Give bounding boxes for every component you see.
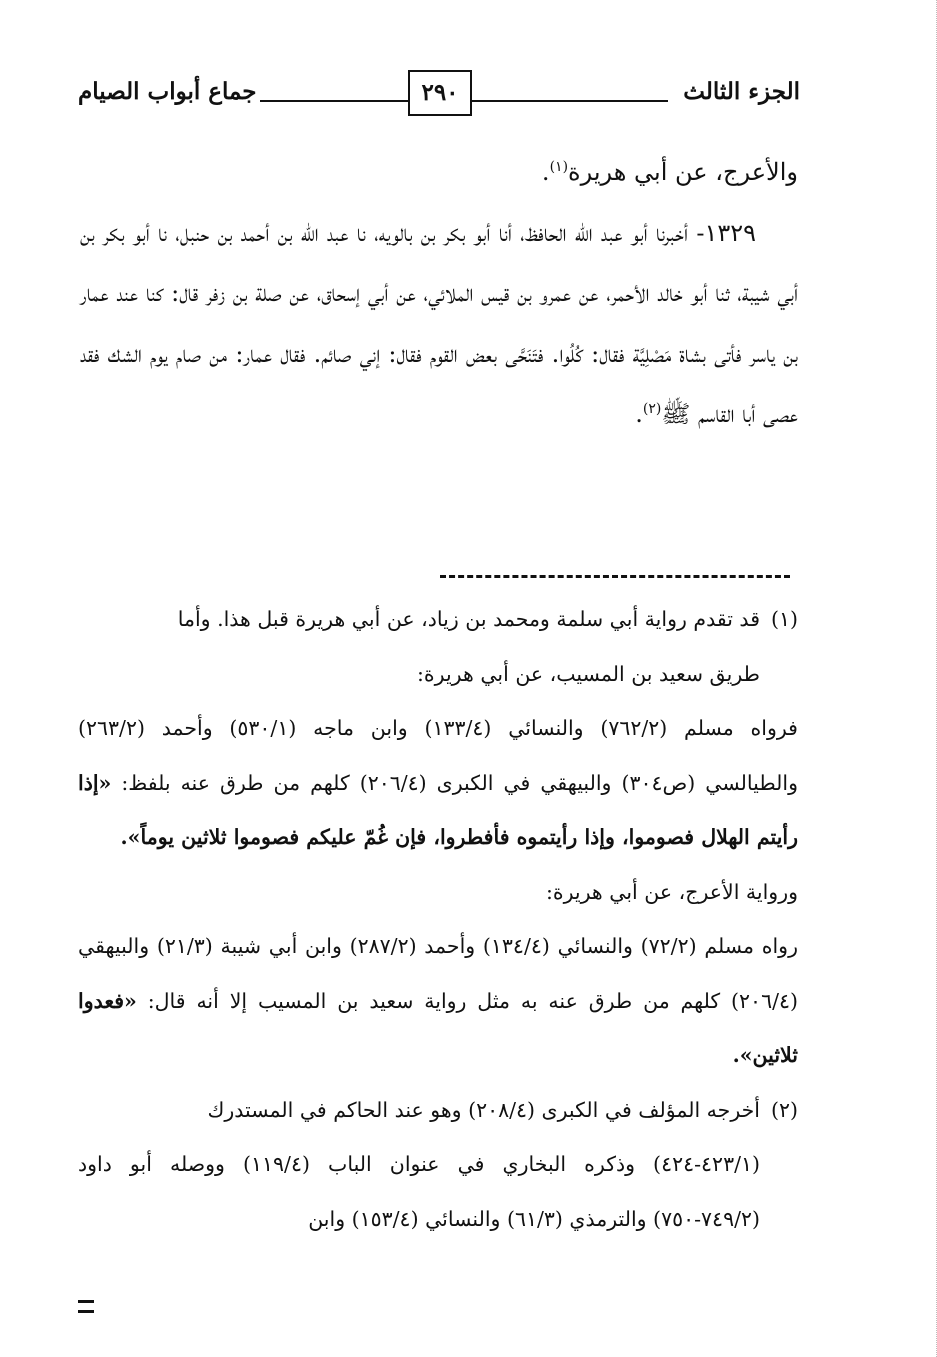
- footnote-1-block-1: [78, 701, 798, 865]
- footnote-2: [78, 1083, 798, 1247]
- footnote-divider: [440, 575, 790, 578]
- continued-text: والأعرج، عن أبي هريرة: [568, 158, 798, 186]
- continued-line: والأعرج، عن أبي هريرة$^{(١)}$.: [541, 158, 798, 186]
- volume-label: الجزء الثالث: [683, 78, 800, 105]
- header-rule-left: [260, 100, 408, 102]
- footnote-1-lead: قد تقدم رواية أبي سلمة ومحمد بن زياد، عن أبي هريرة قبل هذا. وأما: [177, 607, 760, 631]
- footnote-1-line-2: طريق سعيد بن المسيب، عن أبي هريرة:: [417, 661, 760, 686]
- footnote-1-quote-1: «إذا رأيتم الهلال فصوموا، وإذا رأيتموه فأفطروا، فإن غُمّ عليكم فصوموا ثلاثين يوماً».: [78, 770, 798, 849]
- note-ref-2[interactable]: (٢): [642, 401, 662, 417]
- running-header: [70, 70, 800, 120]
- header-rule-right: [470, 100, 668, 102]
- hadith-1329: [80, 203, 798, 445]
- scan-edge: [926, 0, 937, 1357]
- footnote-1-quote-2: «فعدوا ثلاثين».: [78, 988, 798, 1067]
- note-ref-1[interactable]: (١): [549, 159, 569, 175]
- footnote-1: [78, 592, 798, 1083]
- hadith-end: .: [635, 400, 643, 428]
- footnote-2-lead: أخرجه المؤلف في الكبرى (٢٠٨/٤) وهو عند الحاكم في المستدرك: [207, 1097, 760, 1122]
- section-title: جماع أبواب الصيام: [78, 78, 257, 105]
- footnote-1-block-2: [78, 919, 798, 1083]
- footnotes: [78, 592, 798, 1246]
- page-number-box: ٢٩٠: [408, 70, 472, 116]
- footnote-1-block-2-text: رواه مسلم (٧٢/٢) والنسائي (١٣٤/٤) وأحمد (٢٨٧/٢) وابن أبي شيبة (٢١/٣) والبيهقي (٢٠٦/٤) كلهم من طرق عنه به مثل رواية سعيد بن المسيب إلا أنه قال:: [78, 934, 798, 1013]
- footnote-1-marker: (١): [770, 607, 798, 631]
- footnote-2-marker: (٢): [770, 1097, 798, 1122]
- main-text: [80, 142, 798, 445]
- footnote-2-continuation: (٤٢٣/١-٤٢٤) وذكره البخاري في عنوان الباب (١١٩/٤) ووصله أبو داود (٧٤٩/٢-٧٥٠) والترمذي (٦١/٣) والنسائي (١٥٣/٤) وابن: [78, 1152, 760, 1231]
- hadith-1329-text: ١٣٢٩- أخبرنا أبو عبد الله الحافظ، أنا أبو بكر بن بالويه، نا عبد الله بن أحمد بن حنبل، نا أبو بكر بن أبي شيبة، ثنا أبو خالد الأحمر، عن عمرو بن قيس الملائي، عن أبي إسحاق، عن صلة بن زفر قال: كنا عند عمار بن ياسر فأتى بشاة مَصْلِيَّة فقال: كُلُوا. فتَنَحَّى بعض القوم فقال: إني صائم. فقال عمار: من صام يوم الشك فقد عصى أبا القاسم ﷺ: [80, 218, 798, 428]
- footnote-1-block-1-text: فرواه مسلم (٧٦٢/٢) والنسائي (١٣٣/٤) وابن ماجه (٥٣٠/١) وأحمد (٢٦٣/٢) والطيالسي (ص٣٠٤) والبيهقي في الكبرى (٢٠٦/٤) كلهم من طرق عنه بلفظ:: [78, 716, 798, 795]
- continuation-mark: [78, 1300, 94, 1313]
- footnote-1-line-3: ورواية الأعرج، عن أبي هريرة:: [545, 879, 798, 904]
